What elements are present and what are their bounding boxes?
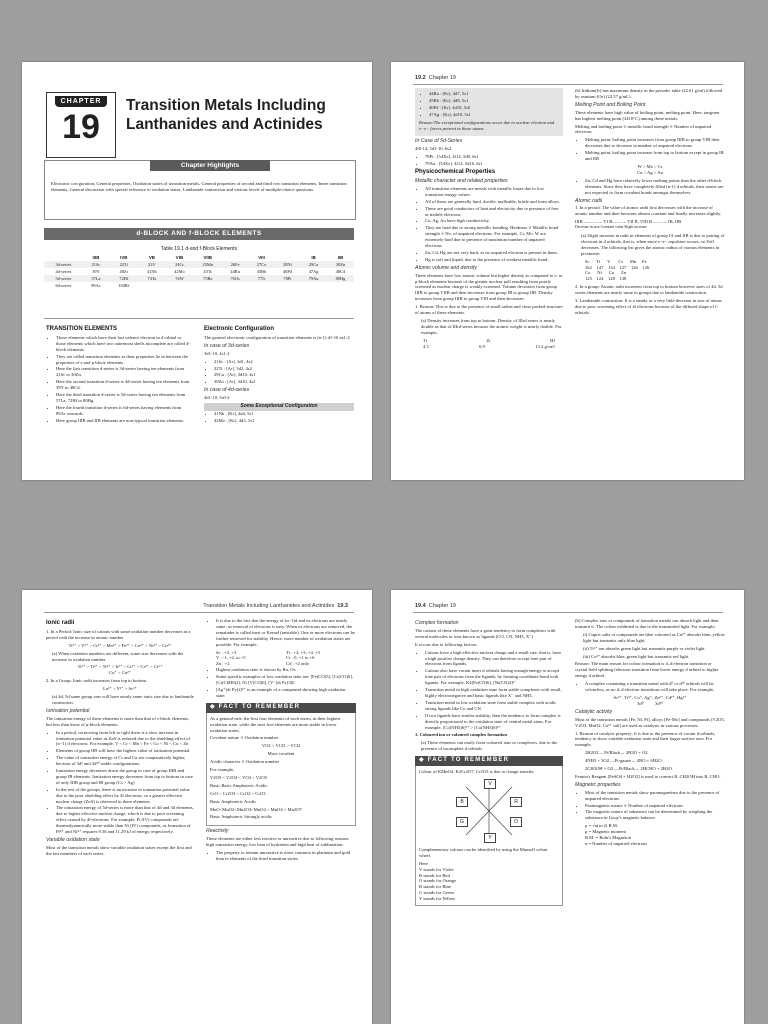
- list-item: • Transition metal in low oxidation state form stable complex with acidic strong ligands like Co and CN: [425, 700, 563, 712]
- th: IB: [311, 255, 316, 260]
- list-item: • 21Sc : [Ar], 3d1, 4s2: [214, 359, 354, 365]
- list-item: • Melting point, boiling point increases from group IIIB to group VIB then decreases due to decrease in number of unpaired electrons.: [585, 137, 725, 149]
- subheading: Metallic character and related properties: [415, 177, 508, 184]
- th: IIB: [337, 255, 344, 260]
- legend-line: G stands for Green: [419, 890, 454, 896]
- td: 80Hg: [327, 275, 354, 282]
- chapter-badge: [46, 92, 116, 158]
- list-item: • Elements of group IIB will have the highest value of ionization potential.: [56, 748, 194, 754]
- paragraph: Most of the transition metals show variable oxidation states except the first and the last members of each series.: [46, 844, 192, 856]
- list-item: • They are hard due to strong metallic bonding. Hardness ∝ Metallic bond strength ∝ No. of unpaired electrons. For example, Cr, Mo, W are extremely hard due to presence of maximum number of unpaired electrons.: [425, 225, 563, 249]
- equation: 2H2O2 —Pt/Black→ 2H2O + O2: [585, 750, 648, 756]
- td: 74W: [165, 275, 193, 282]
- highlights-title: Chapter Highlights: [150, 160, 270, 171]
- equation: W > Mo > Cr: [637, 163, 663, 169]
- td: 4d-series: [55, 269, 72, 274]
- list-item: • The ionization energy of 5d-series is more than that of 4d and 3d elements, due to higher effective nuclear charge, which is due to poor screening effect caused by 4f-electrons. For example, Pt (IV) compounds are thermodynamically more stable than Ni (IV) compounds, as formation of Pt⁴⁺ and Ni⁴⁺ requires 9.36 and 11.29 kJ of energy respectively.: [56, 805, 194, 835]
- th: [44, 254, 83, 261]
- right-column: [206, 618, 356, 864]
- td: 27Co: [248, 261, 274, 268]
- td: [248, 282, 274, 289]
- legend-line: Here: [419, 860, 428, 866]
- subheading: Melting Point and Boiling Point: [575, 101, 646, 108]
- list-item: • 78Pt : [54Xe], 4f14, 5d9, 6s1: [425, 154, 563, 160]
- paragraph: Fenton's Reagent [FeSO4 + H2O2] is used to convert R–CH2OH into R–CHO.: [575, 773, 721, 779]
- paragraph: (a) Density increases from top to bottom. Density of IIIrd series is nearly double as that of IIIrd series because the atomic weight is nearly double. For example,: [421, 318, 562, 335]
- td: 41Nb: [146, 269, 157, 274]
- formula: 4f0-14, 5d1-10, 6s2: [415, 146, 452, 152]
- fact-title: FACT TO REMEMBER: [218, 703, 301, 710]
- section-heading: Electronic Configuration: [204, 326, 275, 332]
- td: 22Ti: [109, 261, 138, 268]
- right-column: [204, 324, 354, 426]
- equation: 2CH3OH + O2 —Pt/Black→ 2HCHO + 2H2O: [585, 766, 672, 772]
- td: 104Rf: [118, 283, 130, 288]
- fact-line: More covalent: [267, 751, 295, 757]
- fact-line: Acidic character ∝ Oxidation number: [210, 759, 280, 765]
- value: 6.9: [479, 343, 485, 349]
- chapter-label: CHAPTER: [55, 96, 107, 107]
- label: Ti: [423, 337, 427, 343]
- legend-line: R stands for Red: [419, 872, 450, 878]
- list-item: • The magnetic nature of substance can be determined by weighing the substance in Gouy's magnetic balance.: [585, 809, 725, 821]
- fact-line: V2O5 < V2O4 < VO2 < V2O5: [210, 774, 268, 780]
- right-column: [575, 618, 725, 847]
- list-item: • 79Au : [54Xe], 4f14, 5d10, 6s1: [425, 161, 563, 167]
- radii-row: 125 124 128 138: [585, 276, 627, 282]
- example: Sc : +2, +3: [216, 649, 237, 655]
- list-item: • The value of ionization energy of Cr and Cu are comparatively higher, because of 3d⁵ and 3d¹⁰ stable configurations.: [56, 755, 194, 767]
- divider: [44, 318, 354, 319]
- sequence: IIIB ———→ VI B——→ VII B, VIII B ——→ IB, IIB: [575, 219, 682, 225]
- td: 89Ac: [91, 283, 101, 288]
- left-column: [415, 618, 563, 906]
- th: [222, 254, 248, 261]
- td: [138, 282, 165, 289]
- example: Cr : 0, +1 to +6: [286, 655, 315, 661]
- list-item: • These are good conductors of heat and electricity due to presence of free or mobile electrons.: [425, 206, 563, 218]
- bullet-list: [415, 186, 563, 263]
- paragraph: Melting and boiling point ∝ metallic bond strength ∝ Number of unpaired electrons: [575, 123, 712, 135]
- td: 5d-series: [44, 275, 83, 282]
- page-19-1: [22, 62, 372, 480]
- td: 21Sc: [83, 261, 109, 268]
- paragraph: (i) Cupric salts or compounds are blue coloured as Cu²⁺ absorbs blue–yellow light but transmits only blue light.: [583, 631, 725, 643]
- paragraph: 1. In a period: The value of atomic radii first decreases with the increase of atomic number and then becomes almost constant and finally increases slightly.: [575, 205, 722, 217]
- paragraph: These elements have low atomic volume but higher density as compared to s- or p-block elements because of the greater nuclear pull resulting from poorly screened as nuclear charge is weakly screened. Volume decreases from group IIIB to group VIIB and then increases from group IB to group IIB. Density increases from group IIIB to group VIII and then decreases.: [415, 272, 563, 302]
- chapter-label: Chapter 19: [428, 75, 456, 81]
- subheading: Ionisation potential: [46, 707, 90, 714]
- td: 77Ir: [248, 275, 274, 282]
- equation: μ = Magnetic moment: [585, 829, 626, 835]
- list-item: • 45Rh : [Kr], 4d8, 5s1: [429, 98, 559, 104]
- chapter-label: Transition Metals Including Lanthanides and Actinides: [203, 603, 335, 609]
- td: [222, 282, 248, 289]
- wheel-label: Y: [484, 833, 496, 843]
- th: IVB: [120, 255, 128, 260]
- list-item: • Ionization energy decreases down the group in case of group IIIB and group IB elements. Ionization energy decreases from top to bottom in case of only IIIB group and IB group (Cs > Ag): [56, 768, 194, 786]
- td: 76Os: [222, 275, 248, 282]
- section-band: d-BLOCK AND f-BLOCK ELEMENTS: [44, 228, 354, 240]
- formula: 4d1-10, 5s0-2: [204, 395, 230, 401]
- td: 73Ta: [138, 275, 165, 282]
- subheading: In Case of 5d-Series: [415, 138, 463, 145]
- config-list: [415, 154, 563, 167]
- th: VIB: [175, 255, 184, 260]
- paragraph: 3. Lanthanide contraction: It is a steady or a very little decrease in size of atoms due to poor screening effect of 4f electrons because of the diffused shape of f-orbitals.: [575, 298, 722, 315]
- td: 30Zn: [327, 261, 354, 268]
- legend-line: O stands for Orange: [419, 878, 457, 884]
- section-heading: Ionic radii: [46, 620, 75, 626]
- sequence-labels: Decrease in size Constant value Slight increase: [575, 225, 647, 230]
- td: [300, 282, 327, 289]
- legend-line: B stands for Blue: [419, 884, 452, 890]
- radii-row: Co Ni Cu Zn: [585, 270, 627, 276]
- list-item: • If two ligands have similar stability, then the tendency to form complex is directly proportional to the oxidation state of central metal atom. For example, [Co(NH3)6]³⁺ > [Co(NH3)6]²⁺: [425, 713, 563, 731]
- legend-line: Y stands for Yellow: [419, 896, 456, 902]
- th: VIIB: [203, 255, 213, 260]
- td: 26Fe: [222, 261, 248, 268]
- td: 72Hf: [109, 275, 138, 282]
- list-item: • Transition metal in high oxidation state form stable complexes with small, highly electronegative and basic ligands like X⁻ and NH3.: [425, 687, 563, 699]
- td: [327, 282, 354, 289]
- equation: Cu > Ag > Au: [637, 169, 663, 175]
- exception-box: [415, 88, 563, 136]
- fact-line: Colour of KMnO4, K2Cr2O7, Cr2O3 is due to charge transfer.: [419, 769, 535, 775]
- fact-to-remember-box: [415, 766, 563, 906]
- example: Zn : +2: [216, 661, 230, 667]
- list-item: • Most of the transition metals show paramagnetism due to the presence of unpaired electrons.: [585, 790, 725, 802]
- td: 3d-series: [44, 261, 83, 268]
- example: Ti : +2, +3, +4, +5: [286, 649, 320, 655]
- sequence: Ti²⁺ > V²⁺ > Cr²⁺ > Mn²⁺ > Fe²⁺ > Co²⁺ > Ni²⁺ > Cu²⁺: [68, 642, 172, 648]
- list-item: • Here the second transition d-series is 4d-series having ten elements from 39Y to 48Cd.: [56, 379, 192, 391]
- list-item: • 44Ru : [Kr], 4d7, 5s1: [429, 91, 559, 97]
- td: 42Mo: [174, 269, 185, 274]
- list-item: • Here the third transition d-series is 5d-series having ten elements from 57La, 72Hf to 80Hg.: [56, 392, 192, 404]
- sequence: Ti²⁺ > Ti³⁺ > Ti⁴⁺ > Ir²⁺ > Cr²⁺ > Cr³⁺ > Cr⁶⁺: [77, 664, 163, 670]
- section-heading: Physicochemical Properties: [415, 169, 496, 176]
- list-item: • Melting point, boiling point increase from top to bottom except in group IB and IIB: [585, 150, 725, 162]
- fact-line: Basic Basic Amphoteric Acidic: [210, 782, 268, 788]
- colour-wheel-diagram: [454, 779, 524, 843]
- table-header-row: [44, 254, 354, 261]
- fact-line: For example,: [210, 767, 235, 773]
- equation: Sc³⁺, Ti⁴⁺, Cu⁺, Ag⁺, Zn²⁺, Cd²⁺, Hg²⁺: [613, 694, 687, 700]
- td: 78Pt: [275, 275, 300, 282]
- running-header: [203, 603, 348, 609]
- divider: [413, 612, 723, 613]
- paragraph: The ionisation energy of these elements is more than that of s-block elements, but less than those of p-block elements.: [46, 715, 190, 727]
- equation: 4NH3 + 5O2 —Pt-gauze→ 4NO + 6H2O: [585, 758, 662, 764]
- list-item: • In a period, on moving from left to right there is a slow increase in ionisation potential value as Zeff is reduced due to the shielding effect of (n−1) d electrons. For example, V < Cr < Mn < Fe < Co < Ni < Cu < Zn: [56, 730, 194, 748]
- table-row: [44, 261, 354, 268]
- sequence: La³⁺ > Y³⁺ > Sc³⁺: [103, 686, 137, 692]
- td: 25Mn: [194, 261, 222, 268]
- list-item: • Hg is soft and liquid, due to the presence of weakest metallic bond.: [425, 257, 563, 263]
- table-row: [44, 268, 354, 275]
- paragraph: (a) Slight increase in radii in elements of group IA and IIB is due to pairing of electrons in d orbitals, that is, when more e−e− repulsion occurs, so Zeff decreases. The following list gives the atomic radius of various elements in picometre.: [581, 233, 725, 256]
- fact-line: VO2 > VCl3 > VCl2: [261, 743, 301, 749]
- sequence: Cu⁺ > Cu²⁺: [109, 670, 131, 676]
- example: Cd : +2 only: [286, 661, 310, 667]
- list-item: • The property to remain unreactive is more common in platinum and gold than in elements of the third transition series.: [216, 850, 356, 862]
- table-row: [44, 282, 354, 289]
- page-number: 19.3: [337, 603, 348, 609]
- th: IIIB: [92, 255, 100, 260]
- list-item: • A complex containing a transition metal with d⁰ or d¹⁰ orbitals will be colourless, as no d–d electron transitions will take place. For example,: [585, 681, 725, 693]
- paragraph: 2. In a group: Atomic radii increases from top to bottom however sizes of 4d, 5d series elements are nearly same in groups due to lanthanide contraction.: [575, 284, 723, 296]
- td: 28Ni: [275, 261, 300, 268]
- paragraph: (b) Complex ions or compounds of transition metals can absorb light and then transmit it. The colour exhibited is due to the transmitted light. For example,: [575, 618, 719, 629]
- config-list: [419, 91, 559, 118]
- bullet-list: [206, 850, 356, 862]
- running-header: [415, 603, 456, 609]
- subheading: Reactivity: [206, 828, 229, 835]
- running-header: [415, 75, 456, 81]
- td: 40Zr: [119, 269, 129, 274]
- td: 75Re: [194, 275, 222, 282]
- divider: [44, 612, 354, 613]
- td: 43Tc: [203, 269, 213, 274]
- bullet-list: [206, 667, 356, 699]
- td: 45Rh: [256, 269, 267, 274]
- paragraph: (iii) Co²⁺ absorbs blue–green light but transmits red light.: [583, 653, 690, 659]
- list-item: • 30Zn : [Ar], 3d10, 4s2: [214, 379, 354, 385]
- page-19-2: [391, 62, 744, 480]
- density-values: [415, 344, 563, 350]
- left-column: [46, 324, 192, 426]
- wheel-label: R: [510, 797, 522, 807]
- radii-row: 162 147 134 127 126 126: [585, 264, 650, 270]
- fact-line: Basic Amphoteric Acidic: [210, 798, 257, 804]
- chapter-title: [126, 96, 366, 134]
- td: 44Ru: [230, 269, 240, 274]
- list-item: • All of these are generally hard, ductile, malleable, brittle and form alloys.: [425, 199, 563, 205]
- th: [275, 254, 300, 261]
- paragraph: Reason: The main reason for colour formation is d–d electron transition or crystal field splitting (electron transition from lower energy d orbital to higher energy d orbital.: [575, 661, 719, 679]
- section-heading: TRANSITION ELEMENTS: [46, 326, 118, 332]
- label: Zr: [486, 337, 491, 343]
- page-number: 19.2: [415, 75, 426, 81]
- td: 24Cr: [165, 261, 193, 268]
- list-item: • In the rest of the groups, there is an increase in ionization potential value due to the poor shielding effect by 4f electrons, so a greater effective nuclear charge (Zeff) is observed in these elements.: [56, 787, 194, 805]
- page-19-4: [391, 590, 744, 1024]
- fact-line: As a general-rule, the first four elements of each series, in their highest oxidation state, while the next five elements are more stable in lower oxidation states.: [210, 715, 341, 733]
- value: 4.5: [423, 343, 429, 349]
- list-item: • Highest oxidation state is shown by Ru, Os.: [216, 667, 356, 673]
- paragraph: It occurs due to following factors:: [415, 641, 478, 647]
- subheading: Atomic radii: [575, 197, 603, 204]
- divider: [413, 84, 723, 85]
- paragraph: These elements have high value of boiling point, melting point. Here, tungsten has highest melting point (3410°C) among these metals.: [575, 109, 720, 121]
- highlights-text: Electronic con guration, General properties, Oxidation states of transition metals, General properties of second and third row transition elements, Inner transition elements, General discussion with special reference to oxidation states, Lanthanide contraction and various levels of multiple-choice questions.: [51, 181, 347, 192]
- paragraph: 1. In a Period: Ionic size of cations with same oxidation number decreases in a period with the increase in atomic number: [46, 628, 191, 640]
- table-caption: Table 19.1 d-and f-Block Elements: [160, 246, 238, 252]
- subheading: Atomic volume and density: [415, 264, 477, 271]
- legend-line: V stands for Violet: [419, 866, 454, 872]
- exceptional-heading: Some Exceptional Configuration: [204, 403, 354, 411]
- subheading: Complex formation: [415, 620, 459, 626]
- list-item: • 22Ti : [Ar], 3d2, 4s2: [214, 366, 354, 372]
- bullet-list: [575, 790, 725, 822]
- paragraph: Most of the transition metals [Fe, Ni, Pt], alloys [Fe-Mo] and compounds [V2O5, V2O3, MnO2, Co²⁺ salt] are used as catalysts in various processes.: [575, 716, 725, 728]
- subheading: In case of 4d-series: [204, 387, 250, 394]
- fact-title: FACT TO REMEMBER: [427, 757, 510, 764]
- fact-icon: ◆: [210, 703, 216, 710]
- paragraph: (b) Iridium(Ir) has maximum density in the periodic table (22.61 g/ml) followed by osmium (Os) (22.57 g/mL).: [575, 88, 723, 99]
- list-item: • Cations have a high effective nuclear charge and a small size, that is, have a high positive charge density. They can therefore accept lone pair of electrons from ligands.: [425, 650, 563, 668]
- chapter-label: Chapter 19: [428, 603, 456, 609]
- equation: μ = √n(n+2) B.M.: [585, 823, 619, 829]
- bullet-list: [46, 335, 192, 424]
- td: 79Au: [300, 275, 327, 282]
- list-item: • Here the first transition d-series is 3d-series having ten elements from 21Sc to 30Zn.: [56, 366, 192, 378]
- list-item: • Cu, Ag, Au have high conductivity.: [425, 218, 563, 224]
- th: VIII: [258, 255, 265, 260]
- fact-to-remember-header: [415, 756, 563, 766]
- td: [165, 282, 193, 289]
- bullet-list: [415, 650, 563, 731]
- list-item: • 46Pd : [Kr], 4d10, 5s0: [429, 105, 559, 111]
- chapter-highlights: [44, 160, 356, 220]
- paragraph: The cations of these elements have a great tendency to form complexes with several molecules or ions known as ligands (CO, CN, NH3, X⁻): [415, 627, 556, 639]
- list-item: • Here group IIIB and IIB elements are non-typical transition elements.: [56, 418, 192, 424]
- list-item: • All transition elements are metals with metallic luster due to low ionization energy values.: [425, 186, 563, 198]
- list-item: • Here the fourth transition d-series is 6d-series having elements from 89Ac onwards.: [56, 405, 192, 417]
- list-item: • They are called transition elements as their properties lie in between the properties of s-and p-block elements.: [56, 354, 192, 366]
- bullet-list: [206, 618, 356, 648]
- td: [194, 282, 222, 289]
- bullet-list: [575, 681, 725, 693]
- subheading: In case of 3d-series: [204, 342, 250, 349]
- wheel-label: O: [510, 817, 522, 827]
- list-item: • Paramagnetic nature ∝ Number of unpaired electrons: [585, 803, 725, 809]
- table-row: [44, 275, 354, 282]
- bullet-list: [46, 730, 194, 835]
- paragraph: 1. Coloured ion or coloured complex formation: [415, 732, 507, 738]
- config-list: [204, 411, 354, 424]
- chapter-number: 19: [62, 108, 100, 146]
- radii-row: Sc Ti V Cr Mn Fe: [585, 258, 647, 264]
- elements-table: [44, 254, 354, 289]
- fact-line: Basic Amphoteric Strongly acidic: [210, 814, 273, 820]
- fact-to-remember-box: [206, 713, 356, 827]
- value: 13.2 g/cm³: [535, 343, 555, 349]
- paragraph: (a) 4d, 5d same group ions will have nearly same ionic size due to lanthanide contraction.: [52, 694, 194, 705]
- wheel-label: V: [484, 779, 496, 789]
- td: 46Pd: [282, 269, 292, 274]
- list-item: • Some specific examples of low oxidation state are: [Fe(CO)5], [Cr(CO)6], [Cr(C6H6)2], Ni [V(CO)6], [V⁻(di Py)3]0: [216, 674, 356, 686]
- formula: 3d1-10, 4s1-2: [204, 350, 230, 356]
- wheel-label: G: [456, 817, 468, 827]
- td: 23V: [138, 261, 165, 268]
- list-item: • Cations also have vacant inner d orbitals having enough energy to accept lone pair of electrons from the ligands, by forming coordinate bond with ligands. For example, K4[Fe(CN)6], [Ni(CN)4]²⁻: [425, 668, 563, 686]
- list-item: • Zn, Cd and Hg have relatively lower melting points than the other d-block elements. Since they have completely filled (n-1) d orbitals, their atoms are not expected to form covalent bonds amongst themselves.: [585, 178, 725, 196]
- config-list: [204, 359, 354, 386]
- left-column: [415, 88, 563, 350]
- wheel-label: B: [456, 797, 468, 807]
- title-line-1: Transition Metals Including: [126, 97, 326, 114]
- label: Hf: [550, 337, 555, 343]
- list-item: • [Ag⁺(di Py)2]²⁺ is an example of a compound showing high oxidation state.: [216, 687, 356, 699]
- list-item: • Zn, Cd, Hg are not very hard, as no unpaired electron is present in them.: [425, 250, 563, 256]
- reason-note: Reason The exceptional configurations occur due to nuclear electron and e−e− forces present in these atoms.: [419, 119, 555, 131]
- list-item: • It is due to the fact that the energy of (n−1)d and ns electrons are nearly same, so removal of electrons is easy. When ns electrons are removed, the remainder is called inert or Kernel (unstable). One or more electrons can be further removed for stability. Hence, more number of oxidation states are possible. For example,: [216, 618, 356, 648]
- fact-line: Complementary colours can be identified by using the Munsell colour wheel.: [419, 846, 548, 858]
- equation: n = Number of unpaired electrons: [585, 841, 648, 846]
- td: 39Y: [92, 269, 100, 274]
- right-column: [575, 88, 725, 318]
- paragraph: (a) These elements can easily form coloured ions or complexes, due to the presence of incomplete d orbitals.: [421, 740, 558, 752]
- subheading: Variable oxidation state: [46, 837, 100, 843]
- fact-to-remember-header: [206, 703, 356, 713]
- td: 47Ag: [308, 269, 319, 274]
- list-item: • 42Mo : [Kr], 4d5, 5s1: [214, 418, 354, 424]
- equation: 3d⁰ 3d¹⁰: [637, 700, 663, 706]
- fact-line: Covalent nature ∝ Oxidation number: [210, 735, 279, 741]
- fact-icon: ◆: [419, 757, 425, 764]
- th: VB: [148, 255, 155, 260]
- bullet-list: [575, 137, 725, 162]
- subheading: Catalytic activity: [575, 708, 613, 715]
- bullet-list: [575, 178, 725, 196]
- title-line-2: Lanthanides and Actinides: [126, 116, 323, 133]
- subheading: Magnetic properties: [575, 781, 621, 788]
- oxidation-examples: [206, 650, 356, 668]
- paragraph: (ii) Ti³⁺ ion absorbs green light but transmits purple or violet light.: [583, 645, 706, 651]
- td: [275, 282, 300, 289]
- td: 57La: [83, 275, 109, 282]
- paragraph: The general electronic configuration of transition elements is (n-1) d1-10 ns1-2: [204, 334, 350, 340]
- page-number: 19.4: [415, 603, 426, 609]
- equation: B.M. = Bohr's Magneton: [585, 835, 631, 841]
- paragraph: These elements are either less reactive or unreactive due to following reasons: high ionization energy, low heat of hydration and high heat of sublimation.: [206, 836, 350, 848]
- td: 29Cu: [300, 261, 327, 268]
- list-item: • 47Ag : [Kr], 4d10, 5s1: [429, 112, 559, 118]
- paragraph: (a) When oxidation numbers are different, some size decreases with the increase in oxidation number: [52, 650, 184, 662]
- example: V : -1, +2, to +5: [216, 655, 246, 661]
- fact-line: CrO < Cr2O3 < CrO2 < CrO3: [210, 790, 266, 796]
- left-column: [46, 618, 194, 859]
- list-item: • 29Cu : [Ar], 3d10, 4s1: [214, 372, 354, 378]
- paragraph: 2. In a Group: Ionic radii increases from top to bottom.: [46, 678, 148, 684]
- page-19-3: [22, 590, 372, 1024]
- td: 6d-series: [55, 283, 72, 288]
- list-item: • 41Nb : [Kr], 4d4, 5s1: [214, 411, 354, 417]
- td: 48Cd: [335, 269, 346, 274]
- paragraph: 1. Reason: This is due to the presence of small radius and close packed structure of atoms of these elements.: [415, 304, 563, 316]
- paragraph: 1. Reason of catalytic property: It is due to the presence of vacant d-orbitals, tendency to show variable oxidation state and their larger surface area. For example,: [575, 730, 716, 748]
- list-item: • Those elements which have their last valence electron in d orbital or those elements which have two outermost shells incomplete are called d-block elements.: [56, 335, 192, 353]
- fact-line: MnO<MnO2<Mn2O3<MnO4 < MnO4 < Mn2O7: [210, 806, 302, 812]
